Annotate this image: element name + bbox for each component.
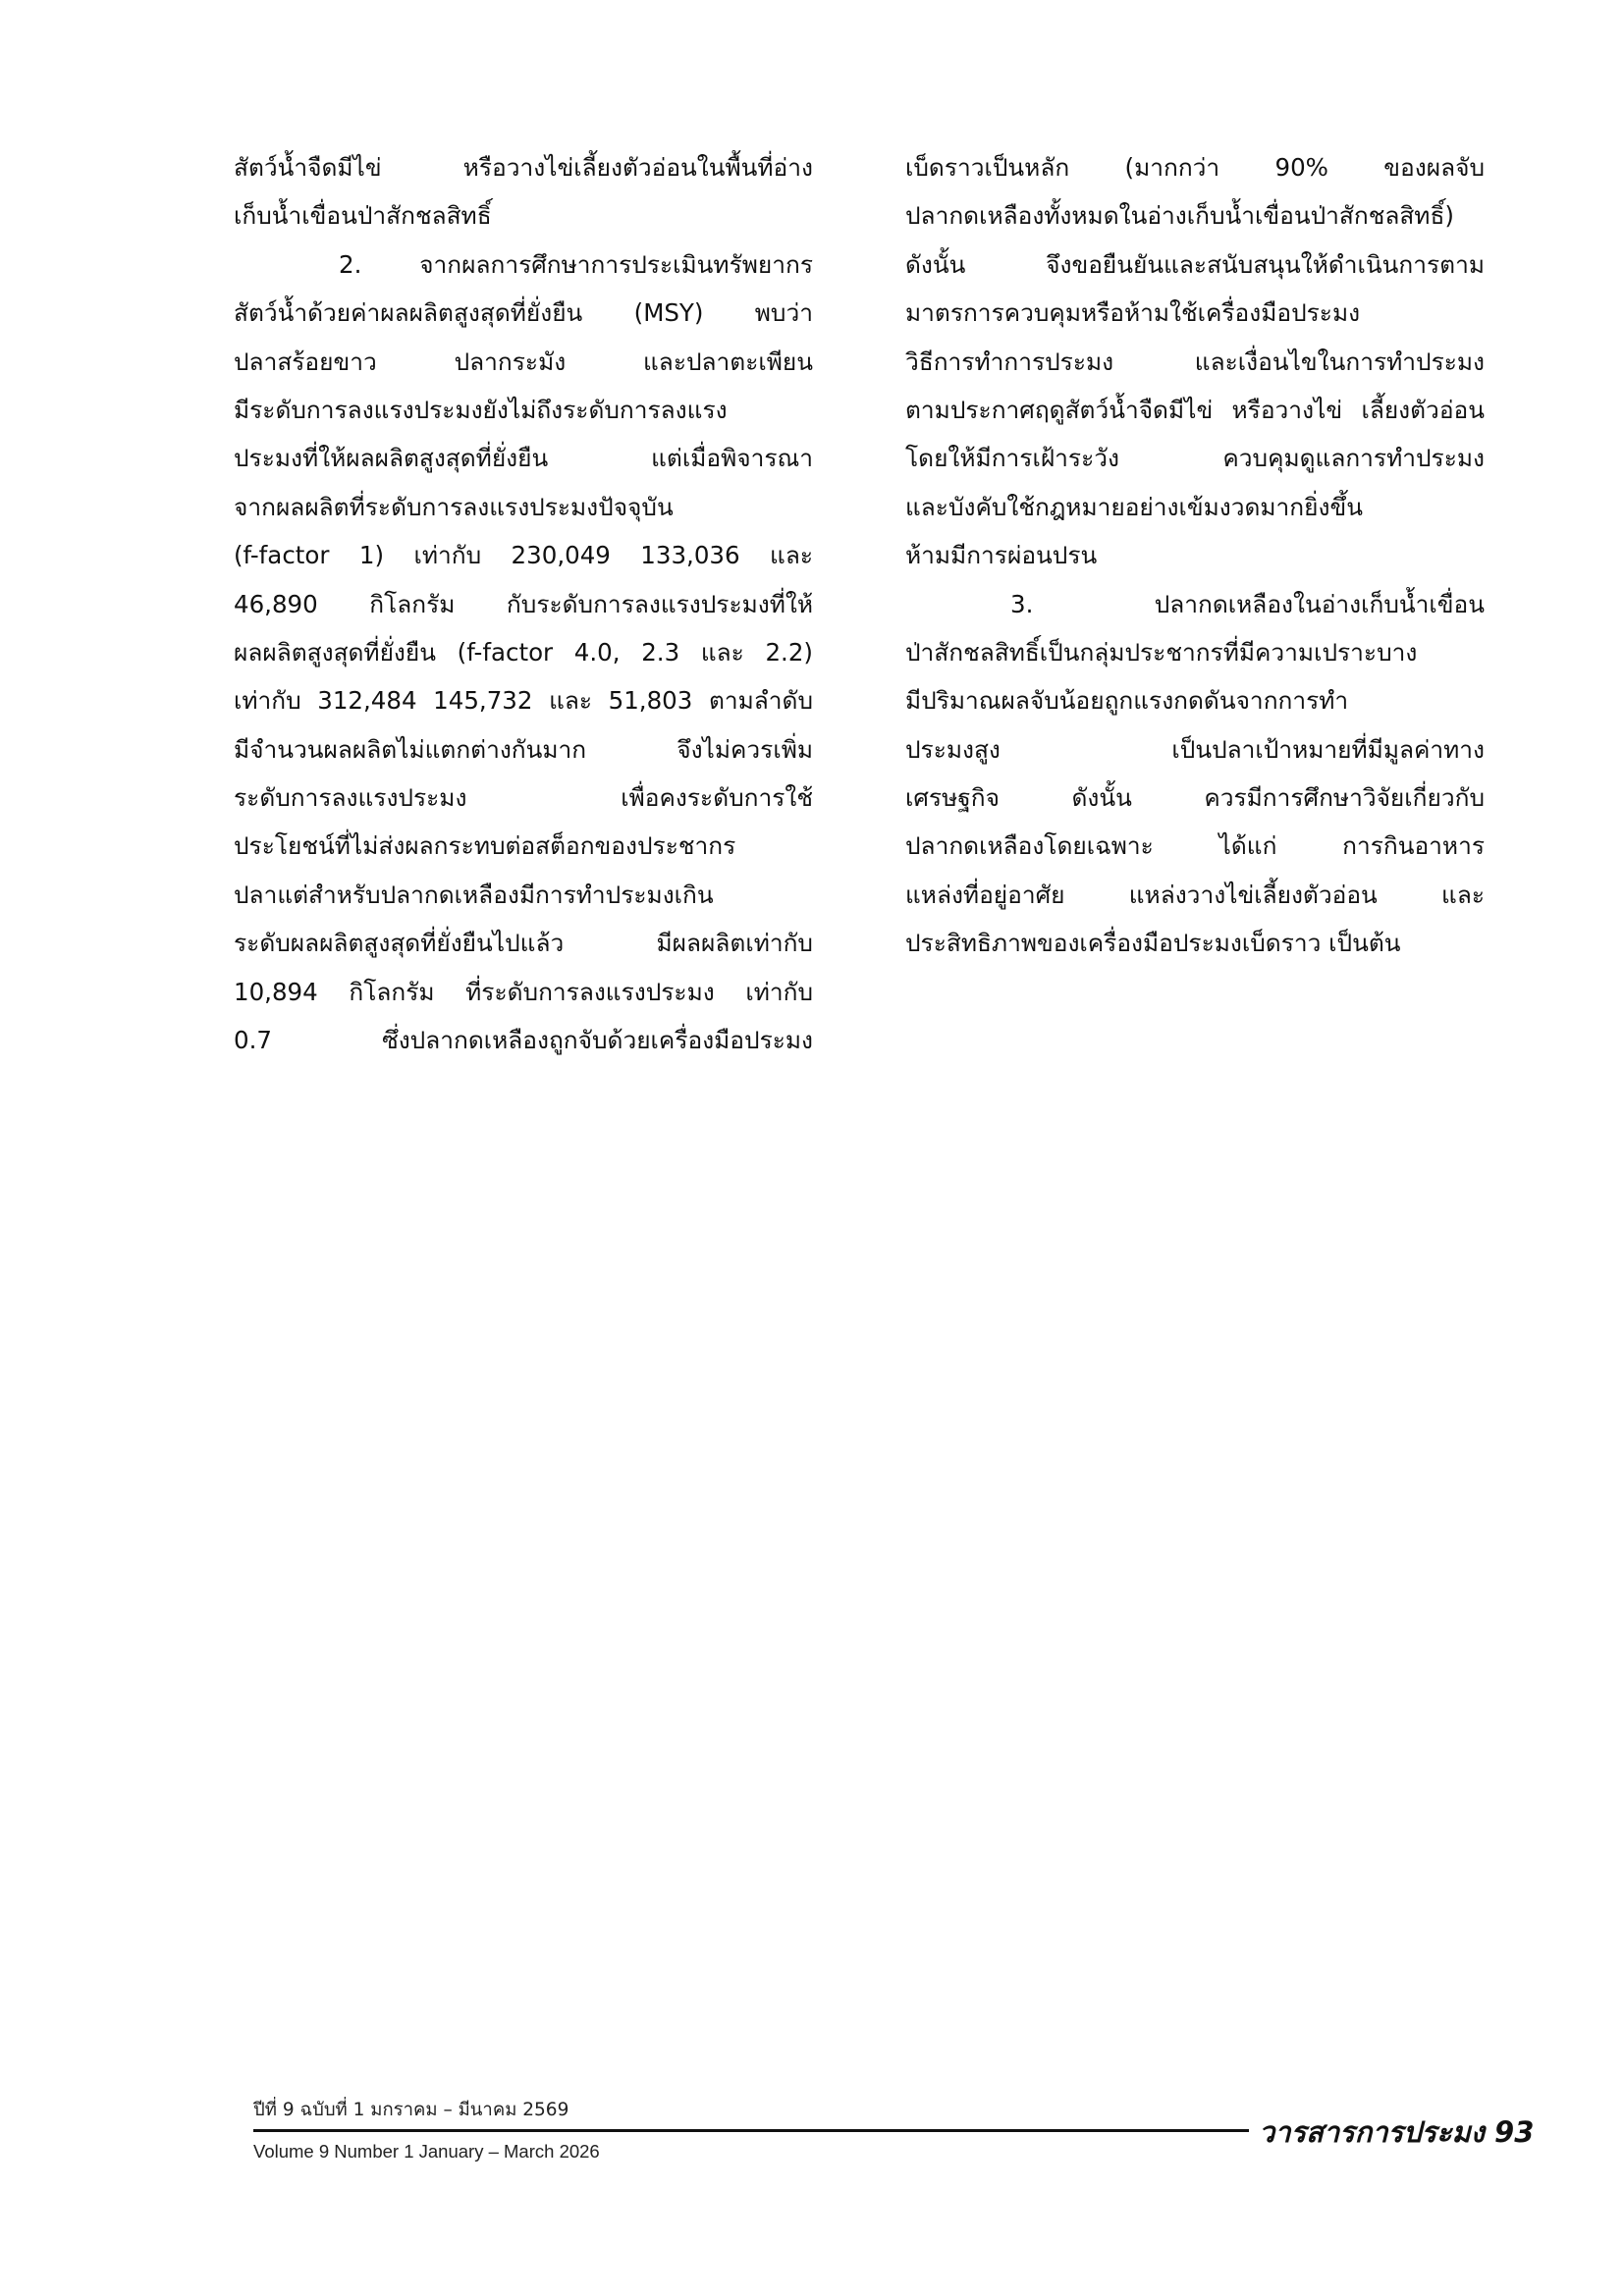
text-line: มีระดับการลงแรงประมงยังไม่ถึงระดับการลงแรง [234, 395, 728, 424]
text-line: มีปริมาณผลจับน้อยถูกแรงกดดันจากการทำ [905, 686, 1349, 716]
text-line: สัตว์น้ำด้วยค่าผลผลิตสูงสุดที่ยั่งยืน (MSY) พบว่า [234, 298, 813, 328]
text-line: เก็บน้ำเขื่อนป่าสักชลสิทธิ์ [234, 201, 492, 231]
text-line: ประมงสูง เป็นปลาเป้าหมายที่มีมูลค่าทาง [905, 734, 1485, 764]
text-line: ดังนั้น จึงขอยืนยันและสนับสนุนให้ดำเนินการตาม [905, 249, 1485, 279]
text-line: ตามประกาศฤดูสัตว์น้ำจืดมีไข่ หรือวางไข่ เลี้ยงตัวอ่อน [905, 395, 1485, 424]
text-line: (f-factor 1) เท่ากับ 230,049 133,036 และ [234, 541, 813, 570]
text-line: เท่ากับ 312,484 145,732 และ 51,803 ตามลำดับ [234, 686, 813, 716]
left-text-column [234, 143, 813, 1064]
right-text-column [905, 143, 1485, 968]
text-line: สัตว์น้ำจืดมีไข่ หรือวางไข่เลี้ยงตัวอ่อนในพื้นที่อ่าง [234, 153, 813, 182]
footer-divider [253, 2129, 1249, 2132]
text-line: ผลผลิตสูงสุดที่ยั่งยืน (f-factor 4.0, 2.3 และ 2.2) [234, 637, 813, 667]
text-line: ประสิทธิภาพของเครื่องมือประมงเบ็ดราว เป็นต้น [905, 929, 1401, 958]
paragraph-start-line: 2. จากผลการศึกษาการประเมินทรัพยากร [339, 249, 813, 279]
text-line: ปลาสร้อยขาว ปลากระมัง และปลาตะเพียน [234, 347, 813, 376]
text-line: เบ็ดราวเป็นหลัก (มากกว่า 90% ของผลจับ [905, 153, 1485, 182]
text-line: วิธีการทำการประมง และเงื่อนไขในการทำประมง [905, 347, 1485, 376]
text-line: เศรษฐกิจ ดังนั้น ควรมีการศึกษาวิจัยเกี่ยวกับ [905, 783, 1485, 813]
text-line: 0.7 ซึ่งปลากดเหลืองถูกจับด้วยเครื่องมือประมง [234, 1026, 813, 1055]
text-line: 10,894 กิโลกรัม ที่ระดับการลงแรงประมง เท่ากับ [234, 977, 813, 1006]
text-line: โดยให้มีการเฝ้าระวัง ควบคุมดูแลการทำประมง [905, 444, 1485, 473]
text-line: ประมงที่ให้ผลผลิตสูงสุดที่ยั่งยืน แต่เมื่อพิจารณา [234, 444, 813, 473]
text-line: ปลากดเหลืองโดยเฉพาะ ได้แก่ การกินอาหาร [905, 831, 1485, 861]
journal-name-page-number: วารสารการประมง 93 [1259, 2115, 1535, 2149]
text-line: มาตรการควบคุมหรือห้ามใช้เครื่องมือประมง [905, 298, 1361, 328]
text-line: ปลาแต่สำหรับปลากดเหลืองมีการทำประมงเกิน [234, 880, 714, 909]
text-line: ปลากดเหลืองทั้งหมดในอ่างเก็บน้ำเขื่อนป่าสักชลสิทธิ์) [905, 201, 1454, 231]
issue-info-english: Volume 9 Number 1 January – March 2026 [253, 2141, 600, 2162]
issue-info-thai: ปีที่ 9 ฉบับที่ 1 มกราคม – มีนาคม 2569 [253, 2100, 569, 2120]
text-line: ระดับผลผลิตสูงสุดที่ยั่งยืนไปแล้ว มีผลผลิตเท่ากับ [234, 929, 813, 958]
text-line: จากผลผลิตที่ระดับการลงแรงประมงปัจจุบัน [234, 492, 674, 521]
text-line: และบังคับใช้กฎหมายอย่างเข้มงวดมากยิ่งขึ้น [905, 492, 1363, 521]
paragraph-start-line: 3. ปลากดเหลืองในอ่างเก็บน้ำเขื่อน [1010, 589, 1485, 618]
text-line: มีจำนวนผลผลิตไม่แตกต่างกันมาก จึงไม่ควรเพิ่ม [234, 734, 813, 764]
text-line: ห้ามมีการผ่อนปรน [905, 541, 1098, 570]
text-line: ระดับการลงแรงประมง เพื่อคงระดับการใช้ [234, 783, 813, 813]
text-line: 46,890 กิโลกรัม กับระดับการลงแรงประมงที่ให้ [234, 589, 813, 618]
text-line: ป่าสักชลสิทธิ์เป็นกลุ่มประชากรที่มีความเปราะบาง [905, 637, 1418, 667]
text-line: แหล่งที่อยู่อาศัย แหล่งวางไข่เลี้ยงตัวอ่อน และ [905, 880, 1485, 909]
text-line: ประโยชน์ที่ไม่ส่งผลกระทบต่อสต็อกของประชากร [234, 831, 736, 861]
